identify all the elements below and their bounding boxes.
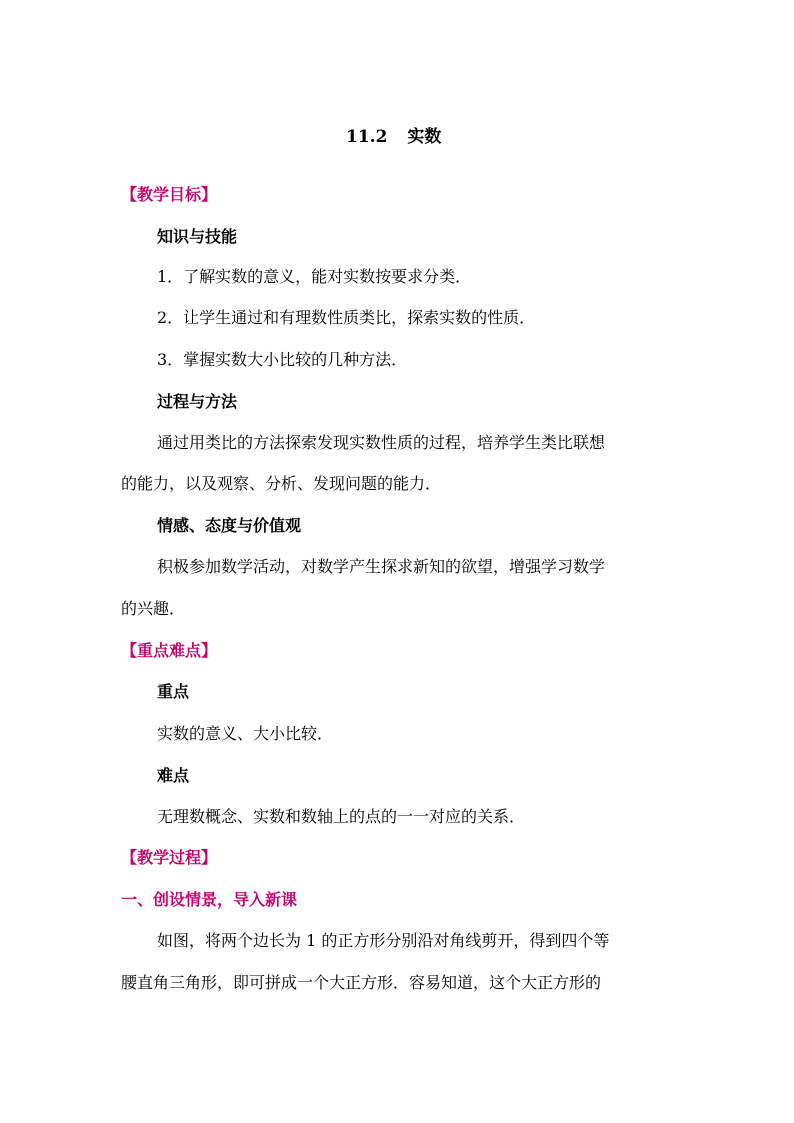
emotion-paragraph-line-2: 的兴趣． (121, 599, 186, 618)
focus-text: 实数的意义、大小比较． (157, 724, 334, 743)
subheading-process-methods: 过程与方法 (157, 392, 238, 411)
title-text: 实数 (407, 127, 442, 147)
part-1-heading: 一、创设情景，导入新课 (121, 890, 298, 909)
emotion-paragraph-line-1: 积极参加数学活动，对数学产生探求新知的欲望，增强学习数学 (157, 557, 606, 576)
subheading-emotion-values: 情感、态度与价值观 (157, 516, 302, 535)
section-teaching-goals: 【教学目标】 (121, 185, 218, 204)
goal-item-2: 2．让学生通过和有理数性质类比，探索实数的性质． (157, 308, 536, 327)
subheading-difficulty: 难点 (157, 766, 190, 785)
subheading-focus: 重点 (157, 682, 190, 701)
part-1-paragraph-line-1: 如图，将两个边长为 1 的正方形分别沿对角线剪开，得到四个等 (157, 931, 610, 950)
subheading-knowledge-skills: 知识与技能 (157, 227, 238, 246)
goal-item-3: 3．掌握实数大小比较的几种方法． (157, 350, 408, 369)
section-teaching-process: 【教学过程】 (121, 848, 218, 867)
section-key-difficulties: 【重点难点】 (121, 641, 218, 660)
process-paragraph-line-1: 通过用类比的方法探索发现实数性质的过程，培养学生类比联想 (157, 433, 606, 452)
difficulty-text: 无理数概念、实数和数轴上的点的一一对应的关系． (157, 807, 526, 826)
goal-item-1: 1．了解实数的意义，能对实数按要求分类． (157, 267, 472, 286)
part-1-paragraph-line-2: 腰直角三角形，即可拼成一个大正方形．容易知道，这个大正方形的 (121, 973, 602, 992)
process-paragraph-line-2: 的能力，以及观察、分析、发现问题的能力． (121, 474, 442, 493)
title-number: 11.2 (346, 127, 388, 147)
page-title (346, 126, 441, 148)
